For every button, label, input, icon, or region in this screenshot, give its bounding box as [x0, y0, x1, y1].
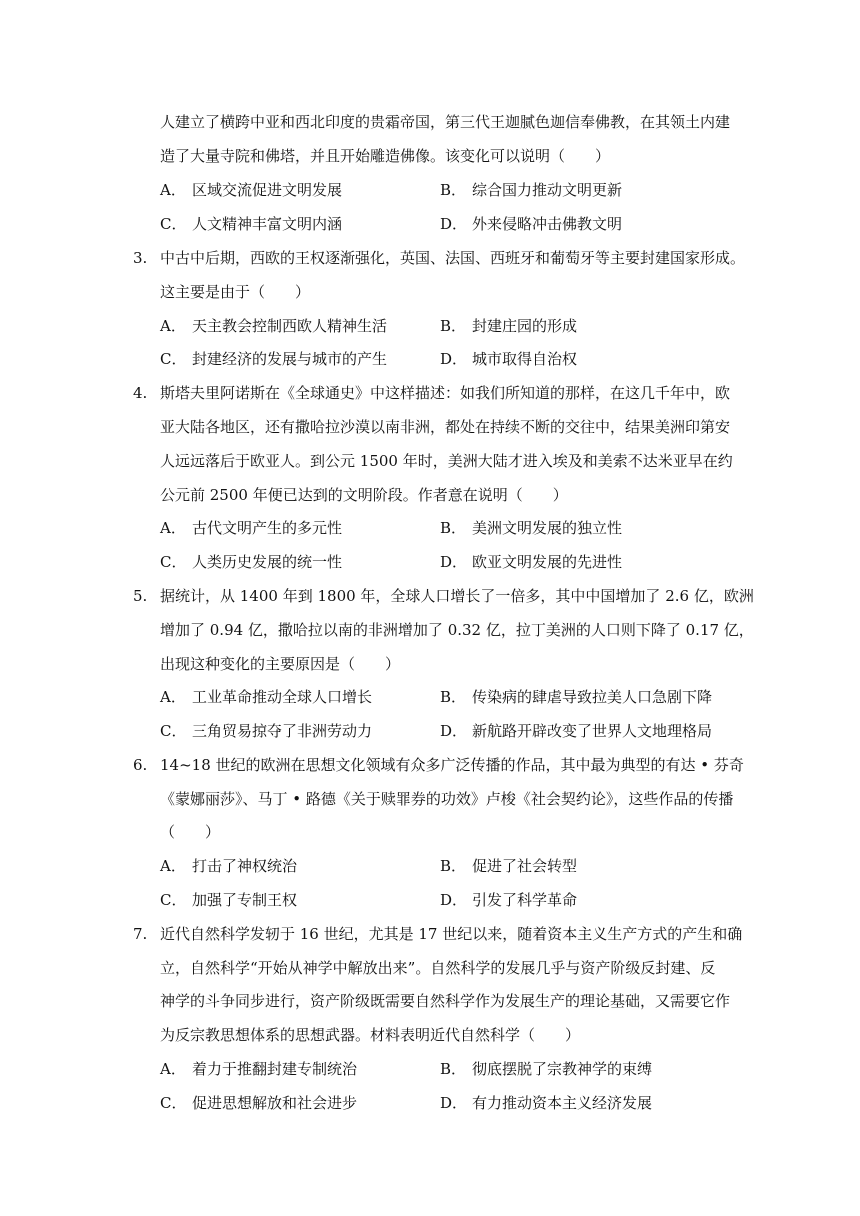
option-d: D． 引发了科学革命 — [440, 891, 578, 909]
question-number: 6. — [133, 756, 148, 774]
option-a: A． 工业革命推动全球人口增长 — [160, 688, 373, 706]
question-text-line: 立，自然科学“开始从神学中解放出来”。自然科学的发展几乎与资产阶级反封建、反 — [160, 959, 716, 977]
question-text-line: 公元前 2500 年便已达到的文明阶段。作者意在说明（ ） — [160, 486, 568, 504]
option-c: C． 促进思想解放和社会进步 — [160, 1094, 358, 1112]
option-a: A． 古代文明产生的多元性 — [160, 519, 343, 537]
option-a: A． 天主教会控制西欧人精神生活 — [160, 317, 388, 335]
question-text-line: 神学的斗争同步进行，资产阶级既需要自然科学作为发展生产的理论基础，又需要它作 — [160, 992, 731, 1010]
question-text-line: 亚大陆各地区，还有撒哈拉沙漠以南非洲，都处在持续不断的交往中，结果美洲印第安 — [160, 418, 731, 436]
question-text-line: 14~18 世纪的欧洲在思想文化领域有众多广泛传播的作品，其中最为典型的有达 • 芬奇 — [160, 756, 744, 774]
question-number: 3. — [133, 249, 148, 267]
question-number: 7. — [133, 925, 148, 943]
question-text-line: 这主要是由于（ ） — [160, 283, 311, 301]
option-d: D． 欧亚文明发展的先进性 — [440, 553, 623, 571]
question-text-line: 为反宗教思想体系的思想武器。材料表明近代自然科学（ ） — [160, 1026, 581, 1044]
option-b: B． 综合国力推动文明更新 — [440, 181, 623, 199]
option-c: C． 三角贸易掠夺了非洲劳动力 — [160, 722, 373, 740]
question-text-line: 增加了 0.94 亿，撒哈拉以南的非洲增加了 0.32 亿，拉丁美洲的人口则下降了 0.17 亿， — [160, 621, 754, 639]
option-c: C． 封建经济的发展与城市的产生 — [160, 350, 388, 368]
option-a: A． 打击了神权统治 — [160, 857, 298, 875]
question-number: 4. — [133, 384, 148, 402]
option-d: D． 有力推动资本主义经济发展 — [440, 1094, 653, 1112]
option-d: D． 新航路开辟改变了世界人文地理格局 — [440, 722, 713, 740]
question-text-line: 《蒙娜丽莎》、马丁 • 路德《关于赎罪券的功效》卢梭《社会契约论》，这些作品的传播 — [160, 790, 734, 808]
option-b: B． 彻底摆脱了宗教神学的束缚 — [440, 1060, 653, 1078]
question-text-line: 人远远落后于欧亚人。到公元 1500 年时，美洲大陆才进入埃及和美索不达米亚早在约 — [160, 452, 733, 470]
question-text-line: 据统计，从 1400 年到 1800 年，全球人口增长了一倍多，其中中国增加了 2.6 亿，欧洲 — [160, 587, 754, 605]
question-text-line: （ ） — [160, 823, 221, 841]
question-text-line: 中古中后期，西欧的王权逐渐强化，英国、法国、西班牙和葡萄牙等主要封建国家形成。 — [160, 249, 746, 267]
question-text-line: 造了大量寺院和佛塔，并且开始雕造佛像。该变化可以说明（ ） — [160, 147, 611, 165]
option-d: D． 城市取得自治权 — [440, 350, 578, 368]
question-text-line: 人建立了横跨中亚和西北印度的贵霜帝国，第三代王迦腻色迦信奉佛教，在其领土内建 — [160, 113, 731, 131]
option-c: C． 人类历史发展的统一性 — [160, 553, 343, 571]
option-c: C． 加强了专制王权 — [160, 891, 298, 909]
option-c: C． 人文精神丰富文明内涵 — [160, 215, 343, 233]
question-text-line: 近代自然科学发轫于 16 世纪，尤其是 17 世纪以来，随着资本主义生产方式的产生和确 — [160, 925, 743, 943]
question-text-line: 斯塔夫里阿诺斯在《全球通史》中这样描述：如我们所知道的那样，在这几千年中，欧 — [160, 384, 731, 402]
option-b: B． 促进了社会转型 — [440, 857, 578, 875]
question-text-line: 出现这种变化的主要原因是（ ） — [160, 655, 401, 673]
option-a: A． 着力于推翻封建专制统治 — [160, 1060, 358, 1078]
option-b: B． 美洲文明发展的独立性 — [440, 519, 623, 537]
option-d: D． 外来侵略冲击佛教文明 — [440, 215, 623, 233]
option-b: B． 传染病的肆虐导致拉美人口急剧下降 — [440, 688, 713, 706]
question-number: 5. — [133, 587, 148, 605]
option-a: A． 区域交流促进文明发展 — [160, 181, 343, 199]
option-b: B． 封建庄园的形成 — [440, 317, 578, 335]
